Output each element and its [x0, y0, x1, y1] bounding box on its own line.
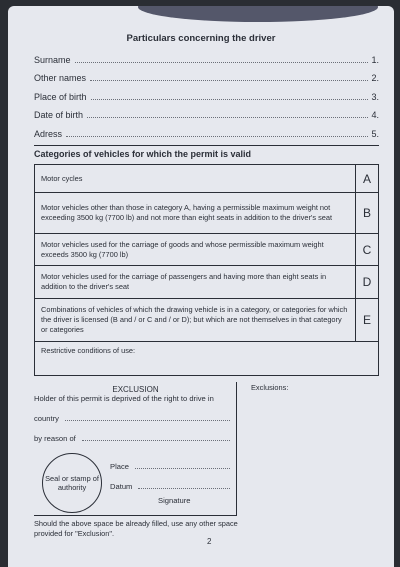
exclusion-signature: Signature — [158, 496, 191, 505]
thumb-shadow — [138, 6, 378, 22]
restrictive-conditions: Restrictive conditions of use: — [41, 346, 136, 355]
category-row: Motor vehicles used for the carriage of goods and whose permissible maximum weight exceeds 3500 kg (7700 lb) C — [35, 234, 378, 266]
divider — [34, 145, 379, 146]
category-row: Motor vehicles used for the carriage of passengers and having more than eight seats in addition to the driver's seat D — [35, 266, 378, 299]
categories-table — [34, 164, 379, 376]
exclusion-reason: by reason of — [34, 434, 232, 443]
field-address: Adress 5. — [34, 129, 379, 139]
seal-circle: Seal or stamp of authority — [42, 453, 102, 513]
field-place-of-birth: Place of birth 3. — [34, 92, 379, 102]
exclusion-title: EXCLUSION — [112, 385, 159, 394]
category-letter: D — [362, 275, 372, 289]
category-row: Combinations of vehicles of which the drawing vehicle is in a category, or categories for which the driver is licensed (B and / or C and / or D); but which are not themselves in that category or categories E — [35, 299, 378, 342]
category-letter: B — [362, 206, 371, 220]
exclusion-country: country — [34, 414, 232, 423]
category-letter: C — [362, 242, 372, 257]
category-row: Motor vehicles other than those in category A, having a permissible maximum weight not exceeding 3500 kg (7700 lb) and not more than eight seats in addition to the driver's seat B — [35, 193, 378, 234]
exclusion-datum: Datum — [110, 482, 232, 491]
exclusions-label: Exclusions: — [251, 383, 289, 392]
exclusion-text: Holder of this permit is deprived of the right to drive in — [34, 394, 214, 403]
permit-page — [8, 6, 394, 567]
field-date-of-birth: Date of birth 4. — [34, 110, 379, 120]
field-surname: Surname 1. — [34, 55, 379, 65]
categories-title: Categories of vehicles for which the permit is valid — [34, 149, 252, 159]
exclusion-note: Should the above space be already filled, use any other space provided for "Exclusion". — [34, 519, 238, 538]
category-row: Motor cycles A — [35, 165, 378, 193]
page-number: 2 — [207, 537, 212, 546]
category-letter: A — [362, 171, 371, 186]
field-other-names: Other names 2. — [34, 73, 379, 83]
page-title: Particulars concerning the driver — [126, 33, 276, 44]
exclusion-place: Place — [110, 462, 232, 471]
category-letter: E — [362, 313, 371, 327]
